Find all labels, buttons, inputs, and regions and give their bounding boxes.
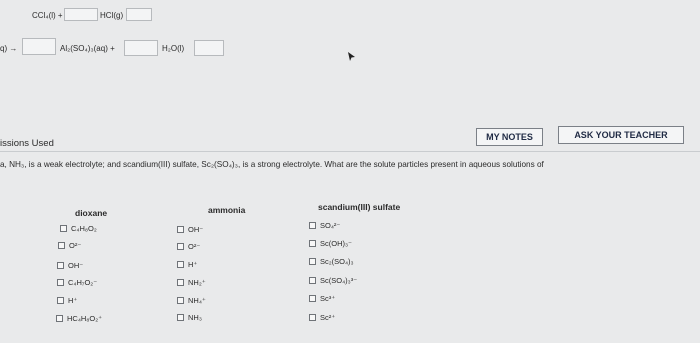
checkbox[interactable] (177, 243, 184, 250)
checkbox[interactable] (309, 258, 316, 265)
section-title: issions Used (0, 138, 54, 149)
checkbox[interactable] (309, 222, 316, 229)
answer-blank-1[interactable] (64, 8, 98, 21)
option-label: HC₄H₈O₂⁺ (67, 314, 103, 323)
equation-term-hcl: HCl(g) (100, 11, 124, 20)
option-dioxane-2[interactable] (58, 241, 81, 250)
checkbox[interactable] (57, 297, 64, 304)
option-label: Sc(SO₄)₃³⁻ (320, 276, 358, 285)
option-label: H⁺ (68, 296, 78, 305)
option-ammonia-2[interactable] (177, 242, 200, 251)
checkbox[interactable] (57, 262, 64, 269)
column-heading-ammonia: ammonia (208, 205, 246, 215)
my-notes-button[interactable]: MY NOTES (476, 128, 543, 146)
option-label: O²⁻ (188, 242, 201, 251)
option-label: Sc²⁺ (320, 313, 336, 322)
checkbox[interactable] (56, 315, 63, 322)
option-scandium-2[interactable] (309, 239, 352, 248)
option-label: Sc₂(SO₄)₃ (320, 257, 354, 266)
answer-blank-2[interactable] (126, 8, 152, 21)
option-dioxane-1[interactable] (60, 224, 97, 233)
option-ammonia-6[interactable] (177, 313, 202, 322)
option-label: NH₄⁺ (188, 296, 206, 305)
option-scandium-6[interactable] (309, 313, 335, 322)
option-ammonia-5[interactable] (177, 296, 206, 305)
mouse-cursor-icon (348, 52, 356, 62)
checkbox[interactable] (177, 279, 184, 286)
option-ammonia-1[interactable] (177, 225, 203, 234)
checkbox[interactable] (57, 279, 64, 286)
checkbox[interactable] (177, 314, 184, 321)
option-label: C₄H₈O₂ (71, 224, 97, 233)
section-divider (0, 151, 700, 152)
option-scandium-3[interactable] (309, 257, 354, 266)
option-label: NH₂⁺ (188, 278, 206, 287)
answer-blank-5[interactable] (194, 40, 224, 56)
option-ammonia-4[interactable] (177, 278, 206, 287)
option-scandium-5[interactable] (309, 294, 335, 303)
option-dioxane-3[interactable] (57, 261, 83, 270)
option-dioxane-4[interactable] (57, 278, 97, 287)
checkbox[interactable] (309, 314, 316, 321)
checkbox[interactable] (177, 297, 184, 304)
column-heading-dioxane: dioxane (75, 208, 108, 218)
checkbox[interactable] (60, 225, 67, 232)
option-label: OH⁻ (68, 261, 84, 270)
option-ammonia-3[interactable] (177, 260, 197, 269)
option-label: OH⁻ (188, 225, 204, 234)
option-label: Sc³⁺ (320, 294, 336, 303)
option-scandium-1[interactable] (309, 221, 340, 230)
equation-term-h2o: H₂O(l) (162, 44, 185, 53)
option-dioxane-5[interactable] (57, 296, 77, 305)
option-label: C₄H₇O₂⁻ (68, 278, 98, 287)
answer-blank-4[interactable] (124, 40, 158, 56)
option-dioxane-6[interactable] (56, 314, 102, 323)
checkbox[interactable] (309, 240, 316, 247)
checkbox[interactable] (58, 242, 65, 249)
checkbox[interactable] (177, 261, 184, 268)
answer-blank-3[interactable] (22, 38, 56, 55)
option-scandium-4[interactable] (309, 276, 357, 285)
checkbox[interactable] (309, 277, 316, 284)
option-label: SO₄²⁻ (320, 221, 341, 230)
checkbox[interactable] (177, 226, 184, 233)
equation-left-fragment: q) → (0, 44, 18, 53)
equation-term-ccl4: CCl₄(l) + (32, 11, 63, 20)
option-label: O²⁻ (69, 241, 82, 250)
option-label: H⁺ (188, 260, 198, 269)
column-heading-scandium-sulfate: scandium(III) sulfate (318, 202, 401, 212)
question-text: a, NH₃, is a weak electrolyte; and scandium(III) sulfate, Sc₂(SO₄)₃, is a strong electrolyte. What are the solute particles present in aqueous solutions of (0, 160, 544, 169)
equation-term-al2so43: Al₂(SO₄)₃(aq) + (60, 44, 115, 53)
ask-your-teacher-button[interactable]: ASK YOUR TEACHER (558, 126, 684, 144)
option-label: NH₃ (188, 313, 202, 322)
checkbox[interactable] (309, 295, 316, 302)
option-label: Sc(OH)₃⁻ (320, 239, 353, 248)
